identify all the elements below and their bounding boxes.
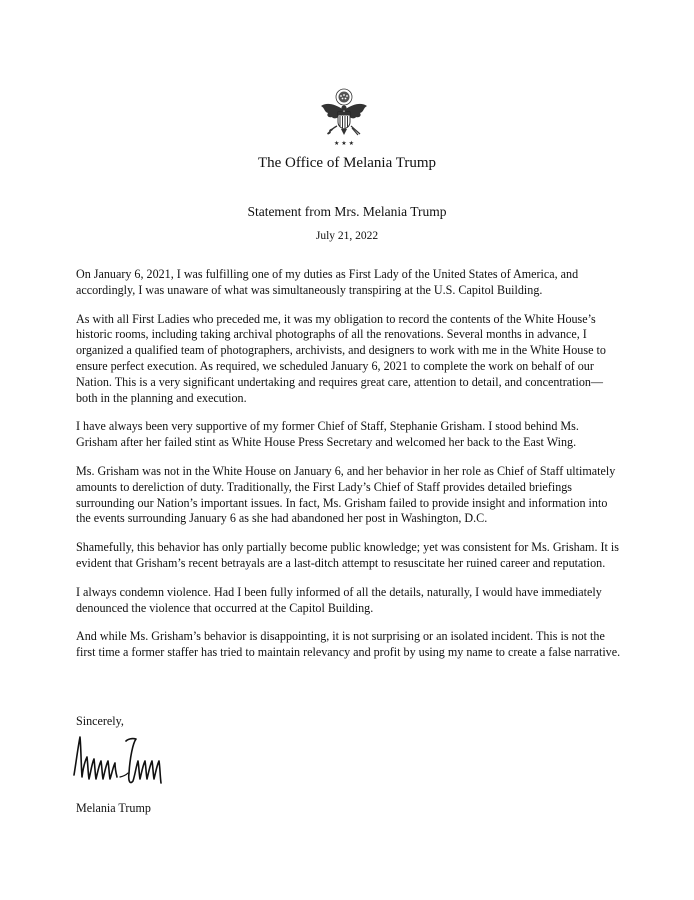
body-paragraph: I have always been very supportive of my former Chief of Staff, Stephanie Grisham. I stood behind Ms. Grisham after her failed stint as White House Press Secretary and welcomed her back to the East Wing. [76,419,579,450]
body-paragraph: Shamefully, this behavior has only partially become public knowledge; yet was consistent for Ms. Grisham. It is evident that Grisham’s recent betrayals are a last-ditch attempt to resuscitate her ruined career and reputation. [76,540,619,570]
statement-date: July 21, 2022 [315,230,379,242]
statement-title: Statement from Mrs. Melania Trump [247,204,447,219]
body-paragraph: I always condemn violence. Had I been fully informed of all the details, naturally, I would have immediately denounced the violence that occurred at the Capitol Building. [76,584,602,615]
svg-text:★ ★ ★: ★ ★ ★ [334,140,354,147]
body-paragraph: And while Ms. Grisham’s behavior is disappointing, it is not surprising or an isolated incident. This is not the first time a former staffer has tried to maintain relevancy and profit by using my name to create a false narrative. [76,629,621,660]
office-name: The Office of Melania Trump [257,155,437,171]
eagle-seal-icon [313,86,375,148]
closing-salutation: Sincerely, [76,714,124,728]
handwritten-signature-icon [70,733,166,789]
body-paragraph: On January 6, 2021, I was fulfilling one of my duties as First Lady of the United States of America, and accordingly, I was unaware of what was simultaneously transpiring at the U.S. Capitol Building. [76,267,579,297]
statement-body [76,267,621,674]
body-paragraph: Ms. Grisham was not in the White House on January 6, and her behavior in her role as Chief of Staff ultimately amounts to dereliction of duty. Traditionally, the First Lady’s Chief of Staff provides detailed briefings surrounding our Nation’s important issues. In fact, Ms. Grisham failed to provide insight and information into the events surrounding January 6 as she had abandoned her post in Washington, D.C. [76,463,616,526]
signer-name: Melania Trump [76,801,151,815]
body-paragraph: As with all First Ladies who preceded me, it was my obligation to record the contents of the White House’s historic rooms, including taking archival photographs of all the renovations. Several months in advance, I organized a qualified team of photographers, archivists, and designers to work with me in the White House to ensure perfect execution. As required, we scheduled January 6, 2021 to complete the work on behalf of our Nation. This is a very significant undertaking and requires great care, attention to detail, and concentration—both in the planning and execution. [76,311,606,405]
